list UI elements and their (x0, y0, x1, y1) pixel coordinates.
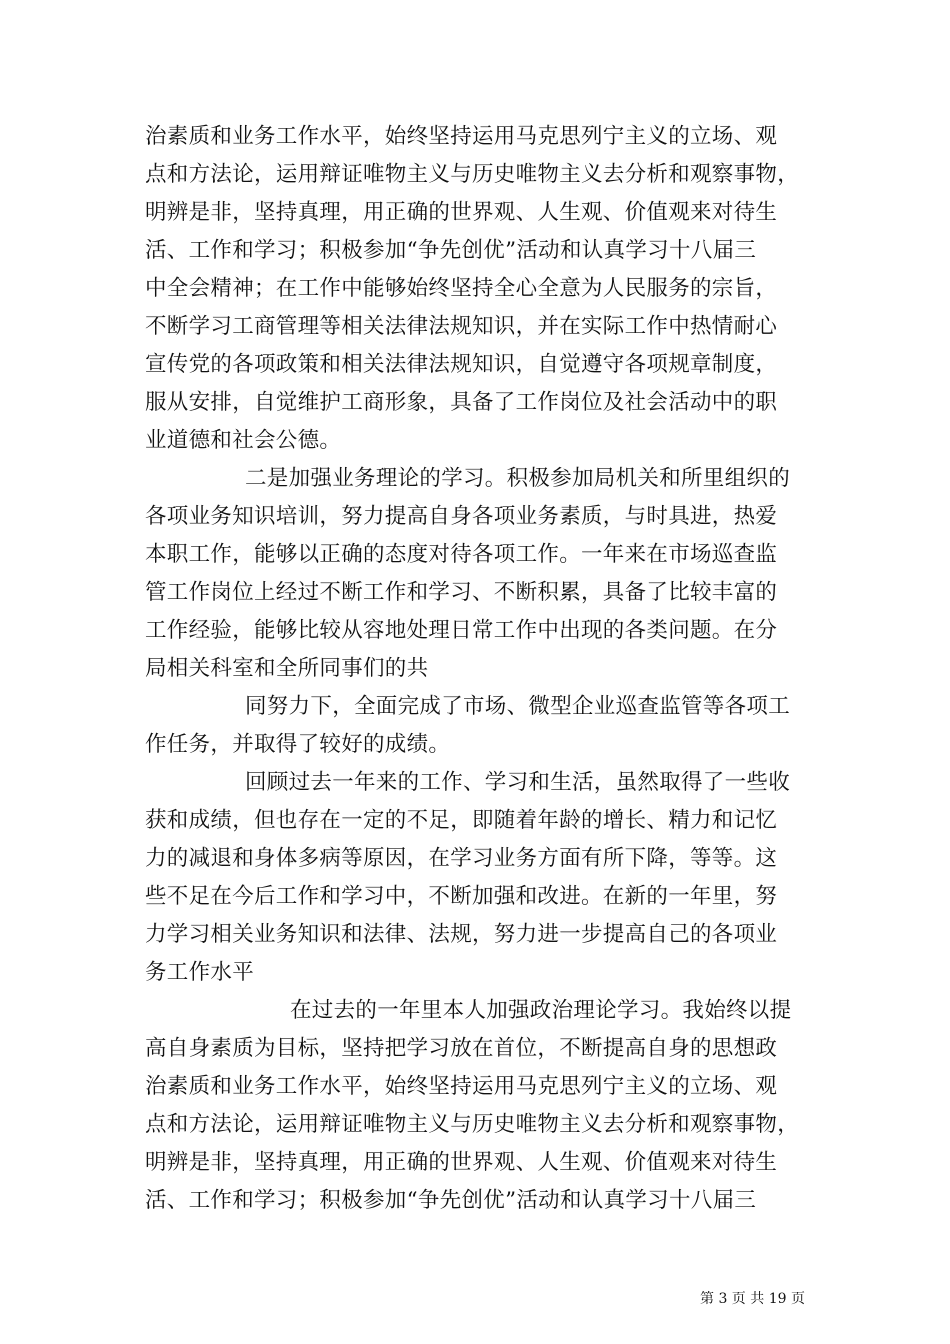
text-line: 作任务，并取得了较好的成绩。 (145, 732, 451, 757)
text-line: 局相关科室和全所同事们的共 (145, 656, 429, 681)
text-line: 管工作岗位上经过不断工作和学习、不断积累，具备了比较丰富的 (145, 580, 778, 605)
text-line: 活、工作和学习；积极参加“争先创优”活动和认真学习十八届三 (145, 1188, 757, 1213)
text-line: 治素质和业务工作水平，始终坚持运用马克思列宁主义的立场、观 (145, 1074, 778, 1099)
text-line: 些不足在今后工作和学习中，不断加强和改进。在新的一年里，努 (145, 884, 778, 909)
text-line: 明辨是非，坚持真理，用正确的世界观、人生观、价值观来对待生 (145, 1150, 778, 1175)
paragraph-start-line: 二是加强业务理论的学习。积极参加局机关和所里组织的 (245, 466, 791, 491)
text-line: 活、工作和学习；积极参加“争先创优”活动和认真学习十八届三 (145, 238, 757, 263)
text-line: 明辨是非，坚持真理，用正确的世界观、人生观、价值观来对待生 (145, 200, 778, 225)
text-line: 务工作水平 (145, 960, 255, 985)
text-line: 力的减退和身体多病等原因，在学习业务方面有所下降，等等。这 (145, 846, 778, 871)
text-line: 中全会精神；在工作中能够始终坚持全心全意为人民服务的宗旨， (145, 276, 778, 301)
paragraph-start-line: 同努力下，全面完成了市场、微型企业巡查监管等各项工 (245, 694, 791, 719)
text-line: 获和成绩，但也存在一定的不足，即随着年龄的增长、精力和记忆 (145, 808, 778, 833)
text-line: 不断学习工商管理等相关法律法规知识，并在实际工作中热情耐心 (145, 314, 778, 339)
text-line: 力学习相关业务知识和法律、法规，努力进一步提高自己的各项业 (145, 922, 778, 947)
text-line: 工作经验，能够比较从容地处理日常工作中出现的各类问题。在分 (145, 618, 778, 643)
page-number-footer: 第 3 页 共 19 页 (700, 1291, 805, 1307)
text-line: 治素质和业务工作水平，始终坚持运用马克思列宁主义的立场、观 (145, 124, 778, 149)
text-line: 本职工作，能够以正确的态度对待各项工作。一年来在市场巡查监 (145, 542, 778, 567)
paragraph-start-line: 回顾过去一年来的工作、学习和生活，虽然取得了一些收 (245, 770, 791, 795)
text-line: 宣传党的各项政策和相关法律法规知识，自觉遵守各项规章制度， (145, 352, 778, 377)
paragraph-start-line: 在过去的一年里本人加强政治理论学习。我始终以提 (290, 998, 792, 1023)
text-line: 点和方法论，运用辩证唯物主义与历史唯物主义去分析和观察事物， (145, 1112, 800, 1137)
text-line: 高自身素质为目标，坚持把学习放在首位，不断提高自身的思想政 (145, 1036, 778, 1061)
text-line: 各项业务知识培训，努力提高自身各项业务素质，与时具进，热爱 (145, 504, 778, 529)
text-line: 点和方法论，运用辩证唯物主义与历史唯物主义去分析和观察事物， (145, 162, 800, 187)
text-line: 业道德和社会公德。 (145, 428, 342, 453)
text-line: 服从安排，自觉维护工商形象，具备了工作岗位及社会活动中的职 (145, 390, 778, 415)
